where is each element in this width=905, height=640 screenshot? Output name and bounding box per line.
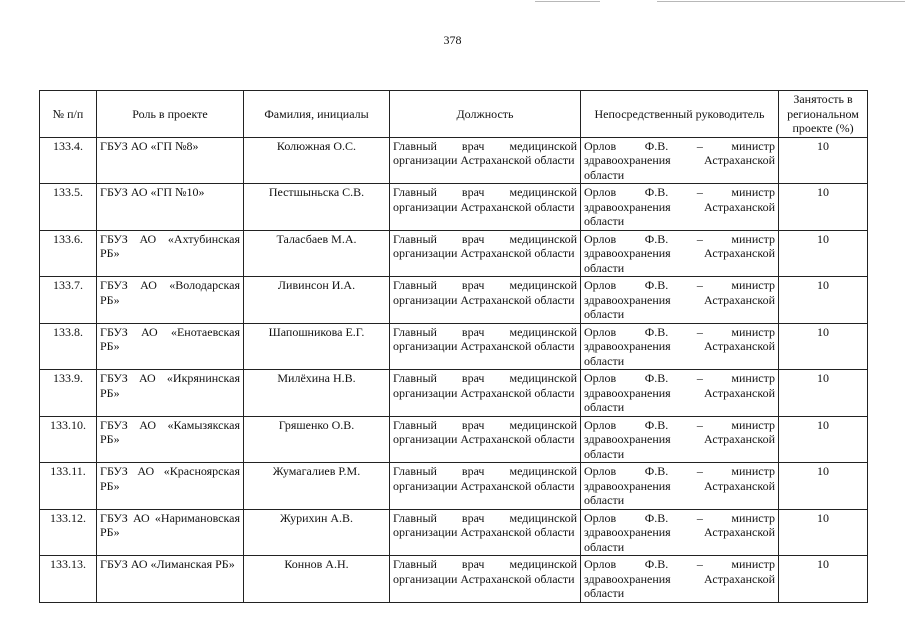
cell-role: ГБУЗ АО «ГП №8» [97, 137, 244, 184]
cell-head: Орлов Ф.В. – министр здравоохранения Астраханской области [581, 230, 779, 277]
header-position: Должность [390, 91, 581, 138]
cell-num: 133.11. [40, 463, 97, 510]
cell-share: 10 [779, 509, 868, 556]
cell-role: ГБУЗ АО «Володарская РБ» [97, 277, 244, 324]
table-row [40, 370, 868, 417]
cell-head: Орлов Ф.В. – министр здравоохранения Астраханской области [581, 370, 779, 417]
cell-name: Таласбаев М.А. [244, 230, 390, 277]
cell-num: 133.8. [40, 323, 97, 370]
table-row [40, 556, 868, 603]
cell-role: ГБУЗ АО «Ахтубинская РБ» [97, 230, 244, 277]
cell-share: 10 [779, 416, 868, 463]
cell-head: Орлов Ф.В. – министр здравоохранения Астраханской области [581, 416, 779, 463]
cell-num: 133.10. [40, 416, 97, 463]
cell-role: ГБУЗ АО «Наримановская РБ» [97, 509, 244, 556]
cell-role: ГБУЗ АО «ГП №10» [97, 184, 244, 231]
cell-name: Шапошникова Е.Г. [244, 323, 390, 370]
cell-head: Орлов Ф.В. – министр здравоохранения Астраханской области [581, 509, 779, 556]
cell-num: 133.6. [40, 230, 97, 277]
cell-position: Главный врач медицинской организации Астраханской области [390, 463, 581, 510]
cell-head: Орлов Ф.В. – министр здравоохранения Астраханской области [581, 463, 779, 510]
cell-num: 133.13. [40, 556, 97, 603]
cell-head: Орлов Ф.В. – министр здравоохранения Астраханской области [581, 323, 779, 370]
cell-name: Журихин А.В. [244, 509, 390, 556]
cell-share: 10 [779, 463, 868, 510]
header-share: Занятость в региональном проекте (%) [779, 91, 868, 138]
cell-role: ГБУЗ АО «Красноярская РБ» [97, 463, 244, 510]
cell-num: 133.5. [40, 184, 97, 231]
cell-share: 10 [779, 556, 868, 603]
cell-num: 133.9. [40, 370, 97, 417]
top-rule-right [657, 1, 905, 2]
cell-role: ГБУЗ АО «Камызякская РБ» [97, 416, 244, 463]
cell-position: Главный врач медицинской организации Астраханской области [390, 137, 581, 184]
cell-share: 10 [779, 137, 868, 184]
page-number: 378 [443, 33, 462, 47]
header-role: Роль в проекте [97, 91, 244, 138]
cell-num: 133.12. [40, 509, 97, 556]
cell-head: Орлов Ф.В. – министр здравоохранения Астраханской области [581, 137, 779, 184]
header-name: Фамилия, инициалы [244, 91, 390, 138]
cell-name: Пестшыньска С.В. [244, 184, 390, 231]
cell-share: 10 [779, 230, 868, 277]
cell-position: Главный врач медицинской организации Астраханской области [390, 277, 581, 324]
table-row [40, 416, 868, 463]
cell-share: 10 [779, 184, 868, 231]
cell-head: Орлов Ф.В. – министр здравоохранения Астраханской области [581, 556, 779, 603]
cell-role: ГБУЗ АО «Енотаевская РБ» [97, 323, 244, 370]
cell-share: 10 [779, 370, 868, 417]
table-row [40, 137, 868, 184]
cell-name: Коннов А.Н. [244, 556, 390, 603]
table-row [40, 323, 868, 370]
cell-position: Главный врач медицинской организации Астраханской области [390, 323, 581, 370]
table-row [40, 277, 868, 324]
staff-table [39, 90, 868, 603]
cell-name: Гряшенко О.В. [244, 416, 390, 463]
cell-role: ГБУЗ АО «Икрянинская РБ» [97, 370, 244, 417]
cell-role: ГБУЗ АО «Лиманская РБ» [97, 556, 244, 603]
header-num: № п/п [40, 91, 97, 138]
table-row [40, 230, 868, 277]
table-row [40, 509, 868, 556]
header-row [40, 91, 868, 138]
table-row [40, 184, 868, 231]
cell-share: 10 [779, 323, 868, 370]
cell-position: Главный врач медицинской организации Астраханской области [390, 230, 581, 277]
cell-name: Милёхина Н.В. [244, 370, 390, 417]
cell-name: Жумагалиев Р.М. [244, 463, 390, 510]
cell-position: Главный врач медицинской организации Астраханской области [390, 370, 581, 417]
table-row [40, 463, 868, 510]
header-head: Непосредственный руководитель [581, 91, 779, 138]
cell-num: 133.4. [40, 137, 97, 184]
cell-share: 10 [779, 277, 868, 324]
cell-position: Главный врач медицинской организации Астраханской области [390, 556, 581, 603]
top-rule-left [535, 1, 600, 2]
cell-name: Колюжная О.С. [244, 137, 390, 184]
cell-name: Ливинсон И.А. [244, 277, 390, 324]
cell-num: 133.7. [40, 277, 97, 324]
cell-head: Орлов Ф.В. – министр здравоохранения Астраханской области [581, 277, 779, 324]
cell-position: Главный врач медицинской организации Астраханской области [390, 184, 581, 231]
cell-head: Орлов Ф.В. – министр здравоохранения Астраханской области [581, 184, 779, 231]
cell-position: Главный врач медицинской организации Астраханской области [390, 509, 581, 556]
cell-position: Главный врач медицинской организации Астраханской области [390, 416, 581, 463]
